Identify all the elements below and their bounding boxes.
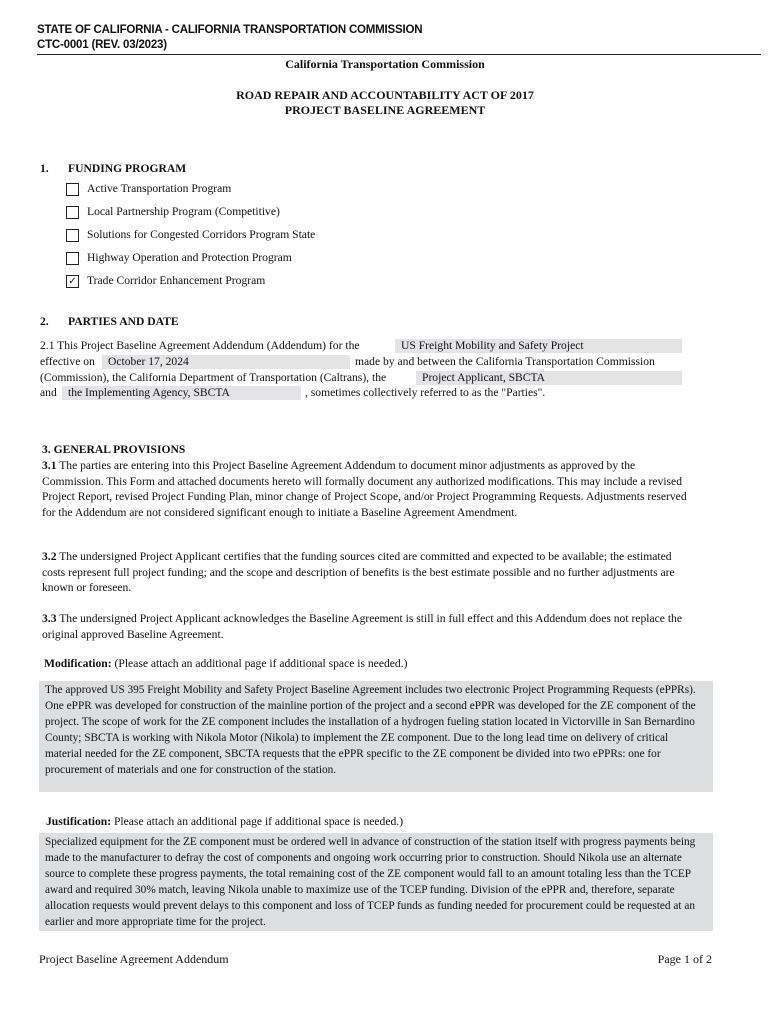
justification-text: Specialized equipment for the ZE component must be ordered well in advance of construction of the station itself with progress payments being made to the manufacturer to defray the cost of components and ongoing work occurring prior to construction. Should Nikola use an alternate source to complete these progress payments, the total remaining cost of the ZE component would fall to an amount totaling less than the TCEP award and required 30% match, leaving Nikola unable to maximize use of the TCEP funding. Division of the ePPR and, therefore, separate allocation requests would prevent delays to this component and loss of TCEP funds as funding needed for procurement could be requested at an earlier and more appropriate time for the project. — [45, 836, 696, 928]
project-applicant-field[interactable]: Project Applicant, SBCTA — [416, 371, 682, 385]
section-2-number: 2. — [40, 315, 49, 328]
option-label-congested-corridors: Solutions for Congested Corridors Program State — [87, 228, 316, 241]
justification-heading — [46, 814, 403, 830]
act-title: ROAD REPAIR AND ACCOUNTABILITY ACT OF 2017 — [236, 88, 534, 102]
effective-on-label: effective on — [40, 355, 95, 368]
option-label-local-partnership: Local Partnership Program (Competitive) — [87, 205, 280, 218]
commission-title: California Transportation Commission — [285, 57, 485, 71]
justification-label: Justification: — [46, 815, 112, 828]
option-label-trade-corridor: Trade Corridor Enhancement Program — [87, 274, 266, 287]
parties-line-2: made by and between the California Transportation Commission — [355, 355, 655, 368]
parties-line-1: 2.1 This Project Baseline Agreement Addendum (Addendum) for the — [40, 339, 360, 352]
form-id: CTC-0001 (REV. 03/2023) — [37, 39, 167, 51]
form-agency-header: STATE OF CALIFORNIA - CALIFORNIA TRANSPORTATION COMMISSION — [37, 24, 423, 36]
justification-note: Please attach an additional page if additional space is needed.) — [113, 815, 404, 828]
and-label: and — [40, 386, 57, 399]
provision-3-1 — [42, 458, 692, 520]
implementing-agency-field[interactable]: the Implementing Agency, SBCTA — [62, 386, 301, 400]
provision-3-2 — [42, 549, 682, 596]
provision-3-3 — [42, 611, 692, 642]
provision-3-2-number: 3.2 — [42, 550, 57, 563]
section-3-heading: 3. GENERAL PROVISIONS — [42, 443, 186, 456]
checkbox-trade-corridor[interactable]: ✓ — [66, 275, 79, 288]
parties-line-3: (Commission), the California Department of Transportation (Caltrans), the — [40, 371, 387, 384]
checkbox-congested-corridors[interactable] — [66, 229, 79, 242]
effective-date-field[interactable]: October 17, 2024 — [102, 355, 350, 369]
footer-title: Project Baseline Agreement Addendum — [39, 952, 229, 966]
option-label-active-transportation: Active Transportation Program — [87, 182, 232, 195]
header-rule — [37, 54, 761, 55]
provision-3-3-text: The undersigned Project Applicant acknowledges the Baseline Agreement is still in full effect and this Addendum does not replace the original approved Baseline Agreement. — [42, 612, 682, 641]
modification-label: Modification: — [44, 657, 112, 670]
section-2-heading: PARTIES AND DATE — [68, 315, 179, 328]
option-label-highway-operation: Highway Operation and Protection Program — [87, 251, 292, 264]
justification-textbox[interactable] — [39, 833, 713, 931]
modification-heading — [44, 656, 407, 672]
section-1-heading: FUNDING PROGRAM — [68, 162, 187, 175]
section-1-number: 1. — [40, 162, 49, 175]
provision-3-2-text: The undersigned Project Applicant certifies that the funding sources cited are committed and expected to be available; the estimated costs represent full project funding; and the scope and description of benefits is the best estimate possible and no further adjustments are known or foreseen. — [42, 550, 675, 595]
page-number: Page 1 of 2 — [657, 952, 712, 966]
checkbox-highway-operation[interactable] — [66, 252, 79, 265]
parties-line-4: , sometimes collectively referred to as the "Parties". — [305, 386, 546, 399]
provision-3-1-number: 3.1 — [42, 459, 57, 472]
provision-3-3-number: 3.3 — [42, 612, 57, 625]
modification-note: (Please attach an additional page if additional space is needed.) — [114, 657, 408, 670]
checkbox-active-transportation[interactable] — [66, 183, 79, 196]
modification-textbox[interactable] — [39, 681, 713, 792]
modification-text: The approved US 395 Freight Mobility and Safety Project Baseline Agreement includes two electronic Project Programming Requests (ePPRs). One ePPR was developed for construction of the mainline portion of the project and a second ePPR was developed for the ZE component of the project. The scope of work for the ZE component includes the installation of a hydrogen fueling station located in Victorville in San Bernardino County; SBCTA is working with Nikola Motor (Nikola) to implement the ZE component. Due to the long lead time on delivery of critical material needed for the ZE component, SBCTA requests that the ePPR specific to the ZE component be divided into two ePPRs: one for procurement of materials and one for construction of the station. — [45, 684, 696, 776]
provision-3-1-text: The parties are entering into this Project Baseline Agreement Addendum to document minor adjustments as approved by the Commission. This Form and attached documents hereto will formally document any authorized modifications. This may include a revised Project Report, revised Project Funding Plan, minor change of Project Scope, and/or Project Programming Requests. Adjustments reserved for the Addendum are not considered significant enough to initiate a Baseline Agreement Amendment. — [42, 459, 687, 519]
checkbox-local-partnership[interactable] — [66, 206, 79, 219]
project-name-field[interactable]: US Freight Mobility and Safety Project — [395, 339, 682, 353]
agreement-title: PROJECT BASELINE AGREEMENT — [284, 103, 486, 117]
